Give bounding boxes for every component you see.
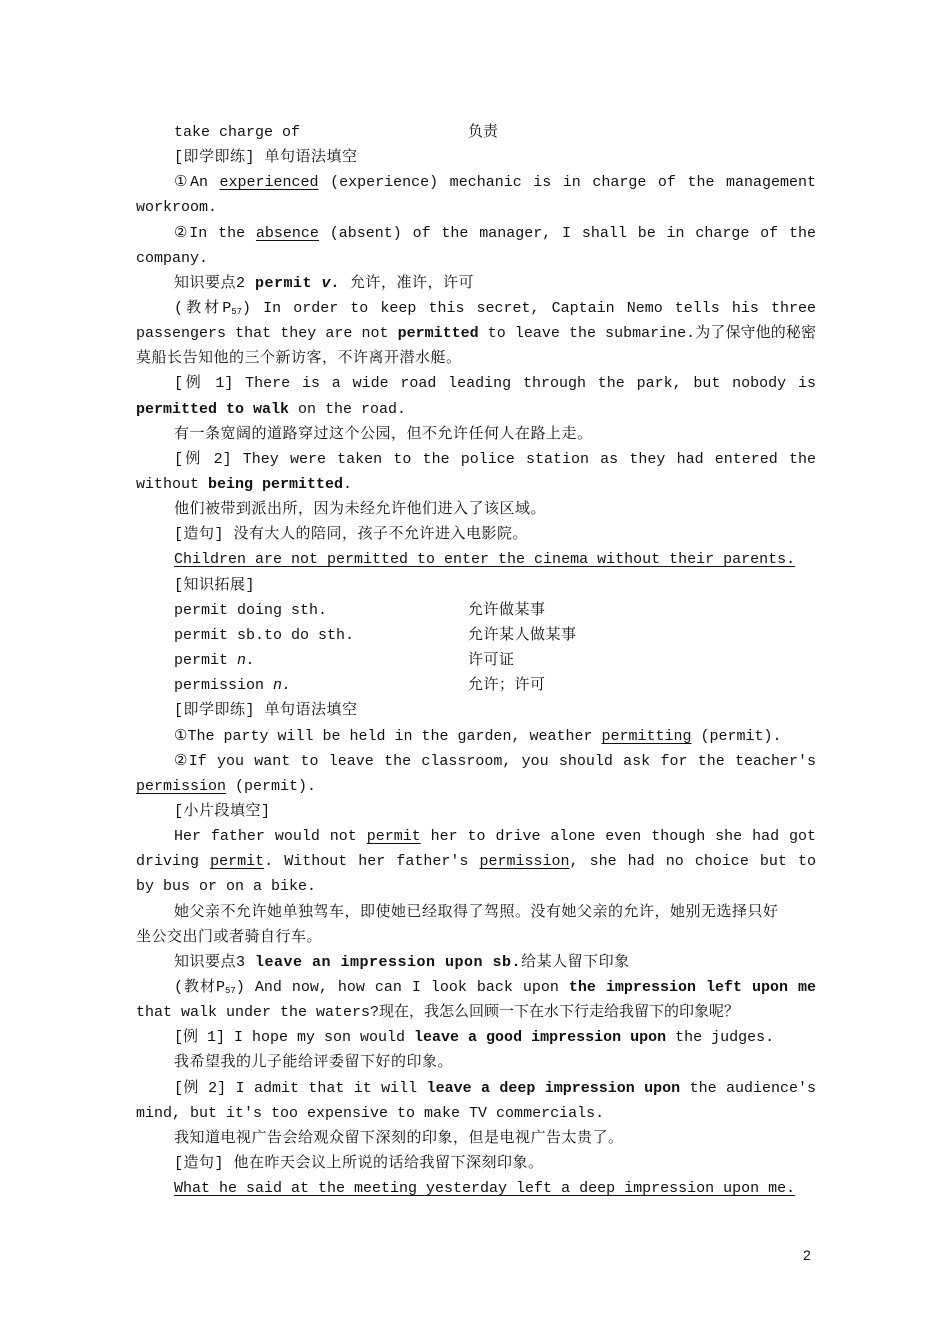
- example-1-line1: [例 1] There is a wide road leading through the park, but nobody is: [174, 375, 816, 392]
- sentence-making-answer: Children are not permitted to enter the cinema without their parents.: [174, 551, 796, 568]
- page-number: 2: [803, 1247, 811, 1263]
- exercise-2-line1: ②In the absence (absent) of the manager, I shall be in charge of the: [174, 225, 816, 242]
- exercise-1-line1: ①An experienced (experience) mechanic is in charge of the management: [174, 174, 816, 191]
- answer-blank: permission: [136, 778, 227, 795]
- example-4-line2: mind, but it's too expensive to make TV commercials.: [136, 1105, 605, 1122]
- phrase-take-charge-of: take charge of 负责: [174, 124, 499, 141]
- answer-blank: permission: [479, 853, 570, 870]
- example-3-translation: 我希望我的儿子能给评委留下好的印象。: [174, 1054, 454, 1071]
- fragment-translation-line1: 她父亲不允许她单独驾车，即使她已经取得了驾照。没有她父亲的允许，她别无选择只好: [174, 904, 779, 921]
- textbook-quote-line2: passengers that they are not permitted to leave the submarine.为了保守他的秘密: [136, 325, 816, 342]
- answer-blank: permit: [366, 828, 421, 845]
- exercise-2-line2: company.: [136, 250, 209, 267]
- example-4-line1: [例 2] I admit that it will leave a deep impression upon the audience's: [174, 1080, 816, 1097]
- example-1-translation: 有一条宽阔的道路穿过这个公园，但不允许任何人在路上走。: [174, 426, 593, 443]
- example-2-line1: [例 2] They were taken to the police station as they had entered the: [174, 451, 816, 468]
- fragment-line2: driving permit. Without her father's permission, she had no choice but to: [136, 853, 816, 870]
- exercise-4-line2: permission (permit).: [136, 778, 317, 795]
- sentence-making-prompt: [造句] 没有大人的陪同，孩子不允许进入电影院。: [174, 526, 529, 543]
- sentence-making-answer: What he said at the meeting yesterday left a deep impression upon me.: [174, 1180, 796, 1197]
- textbook-quote-line1: (教材$P_{57}$) In order to keep this secret, Captain Nemo tells his three: [174, 300, 816, 317]
- example-2-line2: without being permitted.: [136, 476, 353, 493]
- textbook-quote-line3: 莫船长告知他的三个新访客，不许离开潜水艇。: [136, 350, 462, 367]
- knowledge-point-3-heading: 知识要点3 leave an impression upon sb.给某人留下印象: [174, 954, 630, 971]
- extension-row: permit sb.to do sth. 允许某人做某事: [174, 627, 577, 644]
- extension-row: permission n. 允许；许可: [174, 677, 546, 694]
- exercise-1-line2: workroom.: [136, 199, 218, 216]
- knowledge-point-2-heading: 知识要点2 permit v. 允许，准许，许可: [174, 275, 475, 292]
- example-4-translation: 我知道电视广告会给观众留下深刻的印象，但是电视广告太贵了。: [174, 1130, 624, 1147]
- answer-blank: permit: [210, 853, 265, 870]
- example-3: [例 1] I hope my son would leave a good impression upon the judges.: [174, 1029, 775, 1046]
- fragment-line3: by bus or on a bike.: [136, 878, 317, 895]
- sentence-making-prompt: [造句] 他在昨天会议上所说的话给我留下深刻印象。: [174, 1155, 544, 1172]
- textbook-quote-2-line2: that walk under the waters?现在，我怎么回顾一下在水下行走给我留下的印象呢？: [136, 1004, 740, 1021]
- answer-blank: absence: [255, 225, 319, 242]
- fragment-fill-heading: [小片段填空]: [174, 803, 271, 820]
- fragment-translation-line2: 坐公交出门或者骑自行车。: [136, 929, 323, 946]
- example-1-line2: permitted to walk on the road.: [136, 401, 407, 418]
- answer-blank: permitting: [601, 728, 692, 745]
- phrase-meaning: 负责: [468, 124, 499, 141]
- extension-row: permit doing sth. 允许做某事: [174, 602, 546, 619]
- exercise-3: ①The party will be held in the garden, weather permitting (permit).: [174, 728, 782, 745]
- knowledge-extension-heading: [知识拓展]: [174, 577, 256, 594]
- exercise-heading: [即学即练] 单句语法填空: [174, 149, 358, 166]
- exercise-4-line1: ②If you want to leave the classroom, you should ask for the teacher's: [174, 753, 816, 770]
- fragment-line1: Her father would not permit her to drive alone even though she had got: [174, 828, 816, 845]
- exercise-heading: [即学即练] 单句语法填空: [174, 702, 358, 719]
- answer-blank: experienced: [219, 174, 319, 191]
- example-2-translation: 他们被带到派出所，因为未经允许他们进入了该区域。: [174, 501, 547, 518]
- textbook-quote-2-line1: (教材$P_{57}$) And now, how can I look back upon the impression left upon me: [174, 979, 816, 996]
- extension-row: permit n. 许可证: [174, 652, 515, 669]
